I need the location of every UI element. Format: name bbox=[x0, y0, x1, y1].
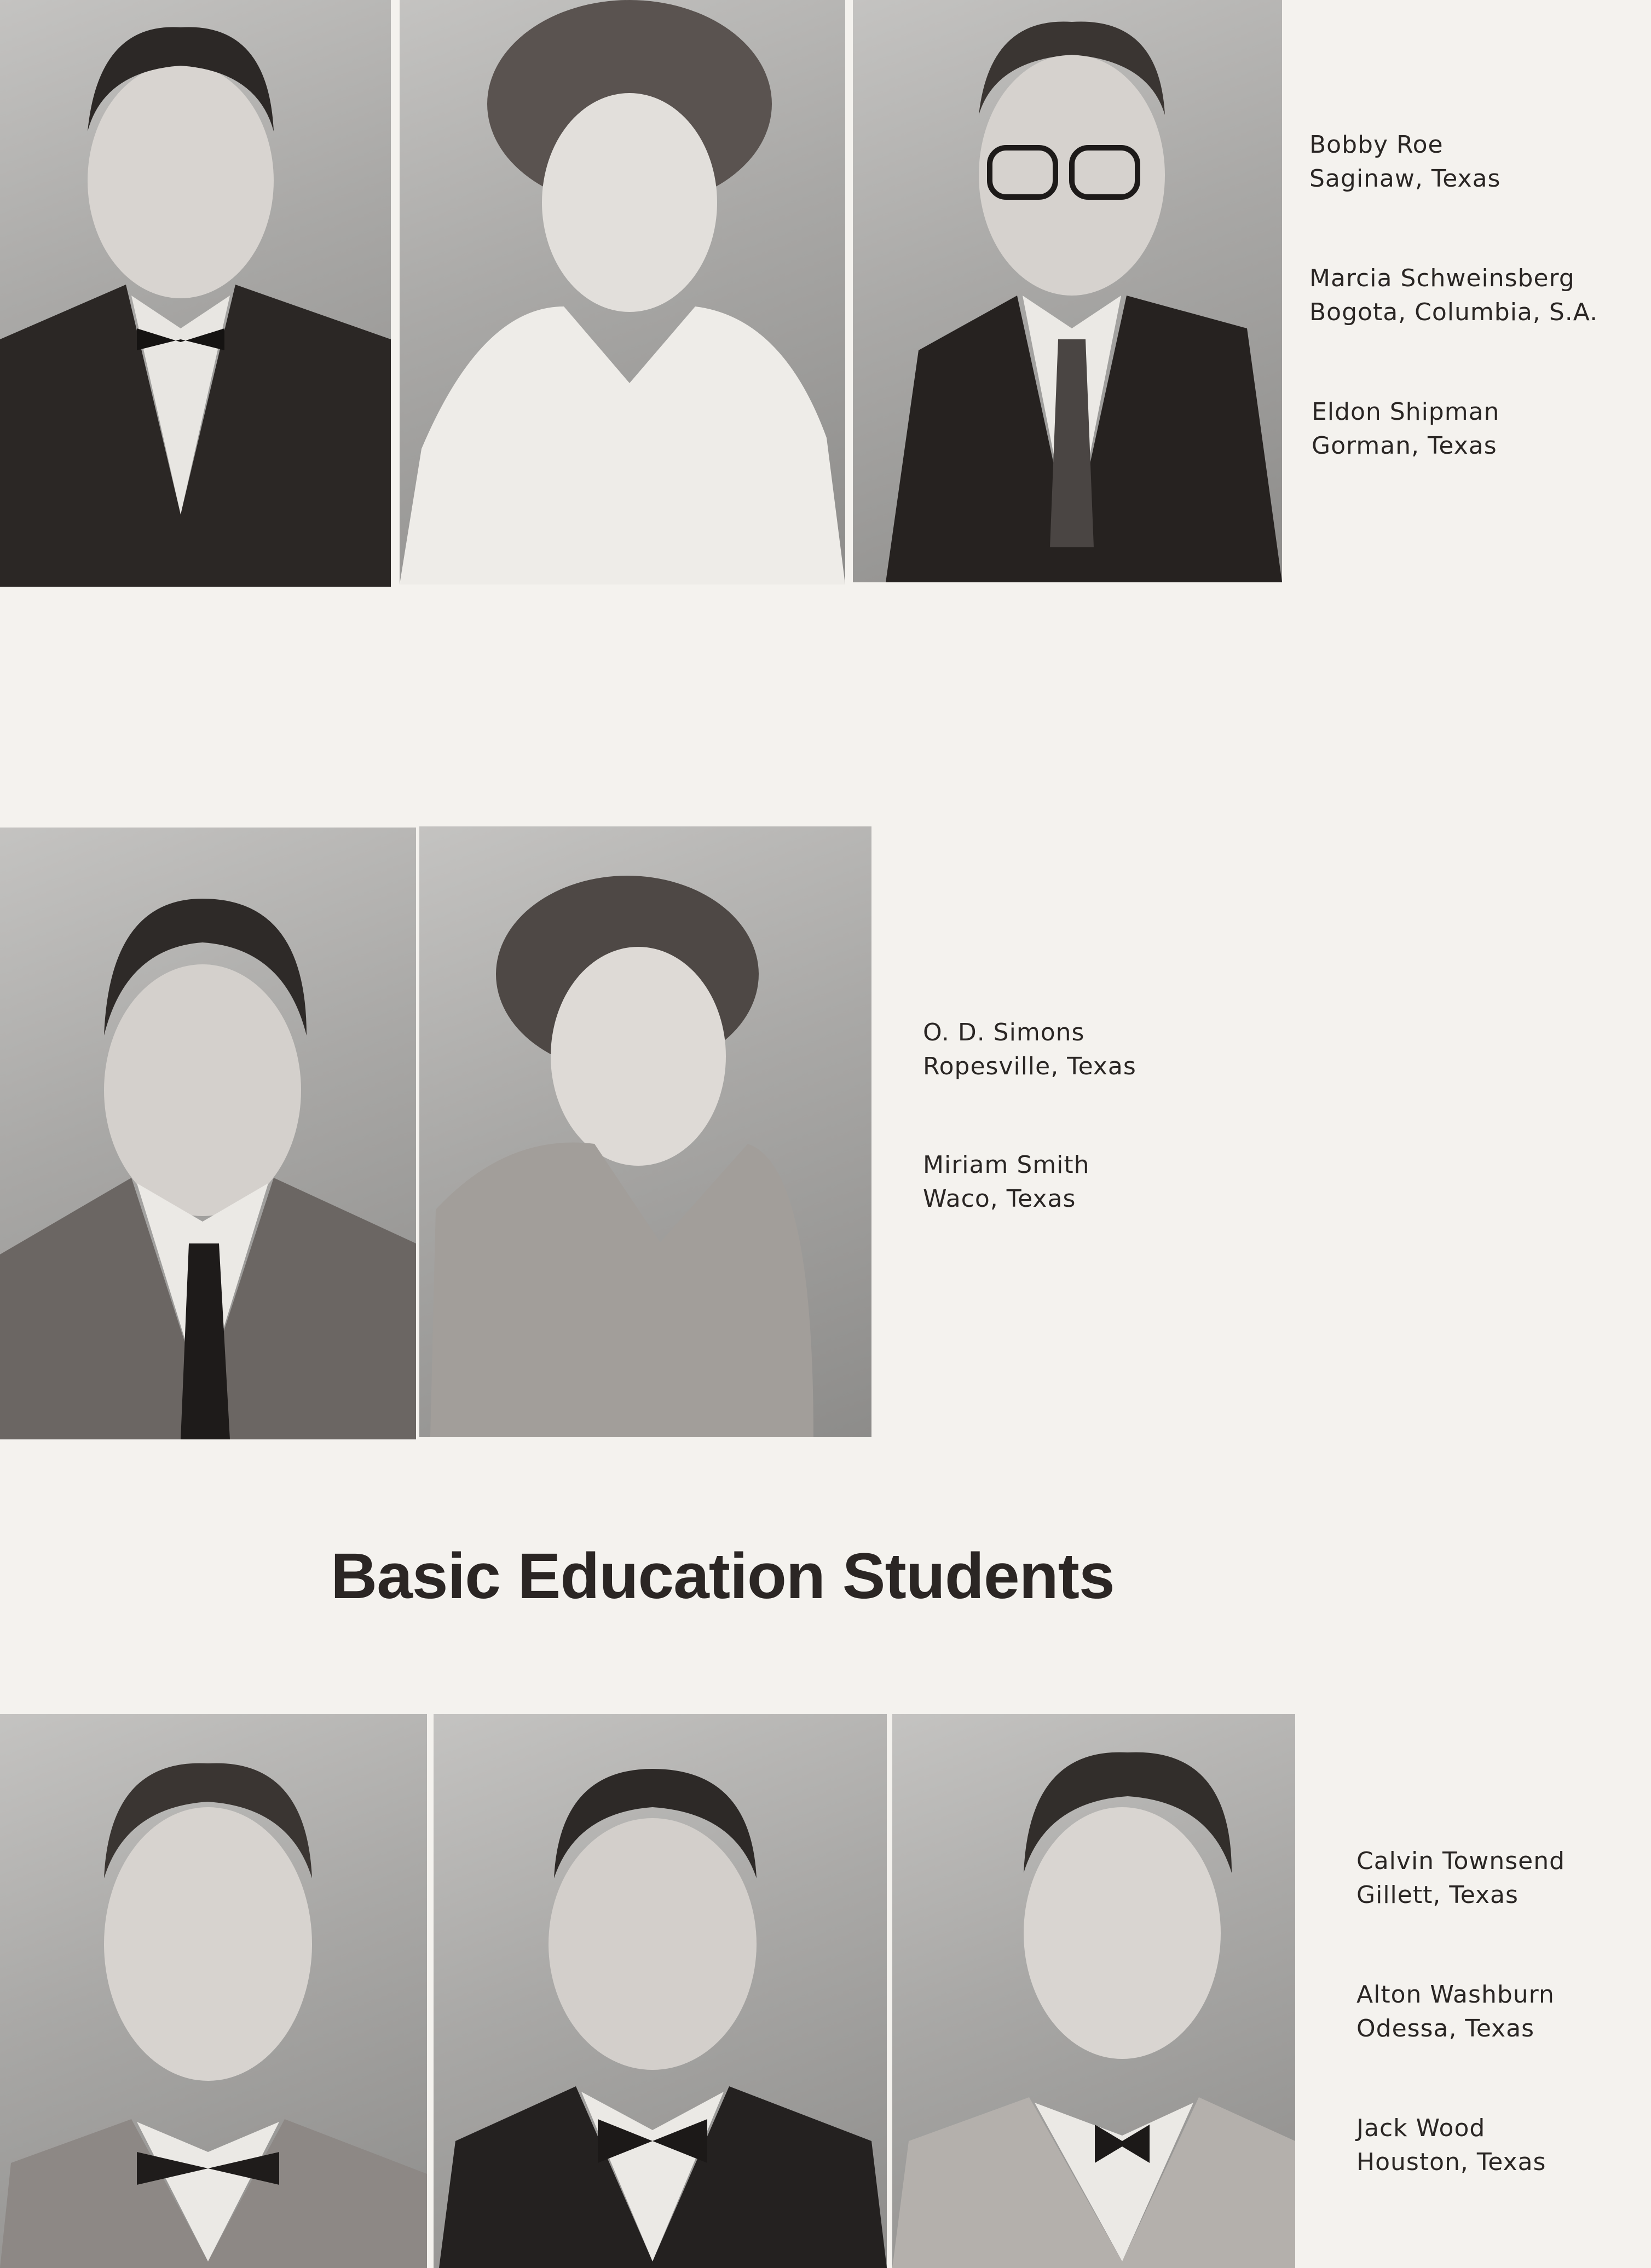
student-caption-group bbox=[1356, 2111, 1546, 2179]
student-hometown: Bogota, Columbia, S.A. bbox=[1309, 298, 1598, 326]
student-name: Miriam Smith bbox=[923, 1151, 1090, 1179]
portrait-photo bbox=[400, 0, 845, 585]
portrait-photo bbox=[0, 828, 416, 1439]
student-caption-group bbox=[1309, 262, 1598, 329]
student-name: Marcia Schweinsberg bbox=[1309, 264, 1575, 292]
portrait-photo bbox=[0, 1714, 427, 2268]
student-hometown: Gillett, Texas bbox=[1356, 1881, 1519, 1909]
portrait-photo bbox=[434, 1714, 887, 2268]
student-name: Jack Wood bbox=[1356, 2114, 1486, 2142]
portrait-photo bbox=[419, 826, 871, 1437]
student-name: Eldon Shipman bbox=[1312, 398, 1500, 426]
student-hometown: Odessa, Texas bbox=[1356, 2015, 1535, 2043]
student-hometown: Gorman, Texas bbox=[1312, 432, 1497, 460]
student-hometown: Houston, Texas bbox=[1356, 2148, 1546, 2176]
student-name: Calvin Townsend bbox=[1356, 1847, 1566, 1875]
student-caption-group bbox=[1312, 395, 1499, 463]
student-caption-group bbox=[923, 1016, 1136, 1084]
student-caption-group bbox=[1356, 1844, 1565, 1912]
student-name: Bobby Roe bbox=[1309, 131, 1444, 159]
student-hometown: Saginaw, Texas bbox=[1309, 165, 1501, 193]
student-caption-group bbox=[1309, 128, 1500, 196]
student-caption-group bbox=[1356, 1978, 1555, 2046]
portrait-photo bbox=[892, 1714, 1295, 2268]
student-name: O. D. Simons bbox=[923, 1019, 1085, 1046]
section-title: Basic Education Students bbox=[331, 1540, 1115, 1612]
student-name: Alton Washburn bbox=[1356, 1981, 1555, 2009]
student-hometown: Ropesville, Texas bbox=[923, 1052, 1136, 1080]
portrait-photo bbox=[0, 0, 391, 587]
student-caption-group bbox=[923, 1148, 1089, 1216]
portrait-photo bbox=[853, 0, 1282, 582]
student-hometown: Waco, Texas bbox=[923, 1185, 1076, 1213]
